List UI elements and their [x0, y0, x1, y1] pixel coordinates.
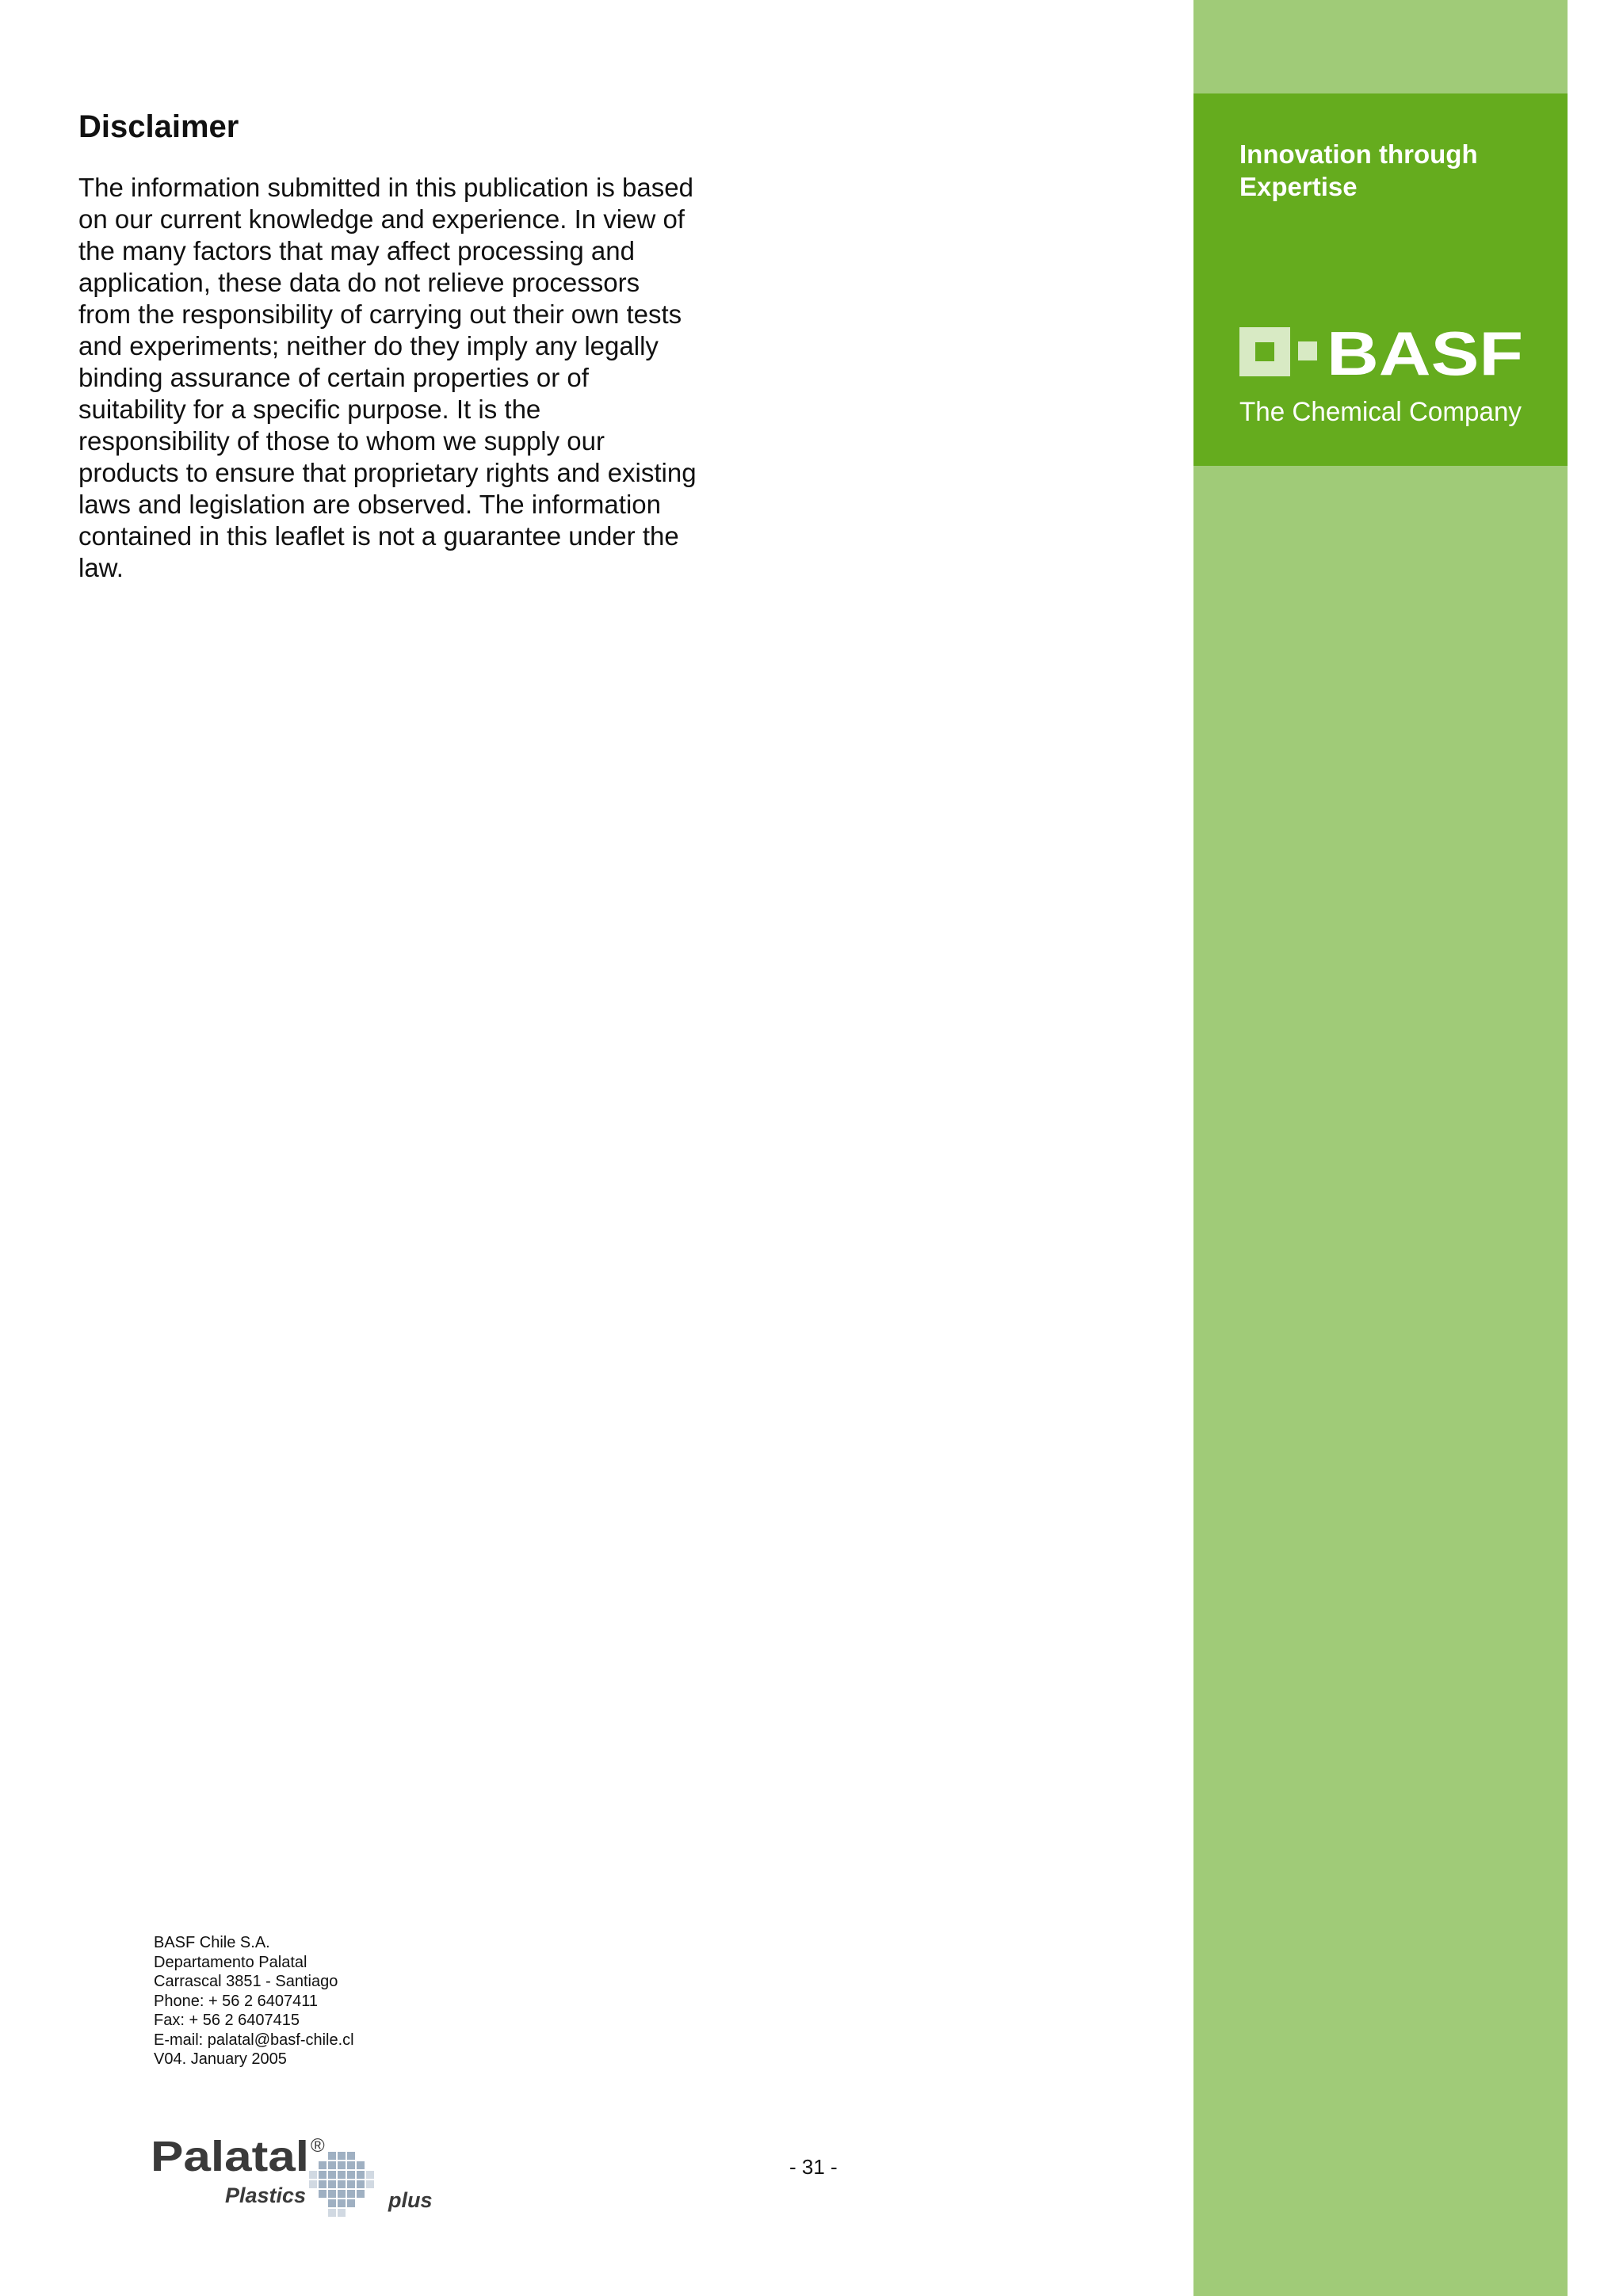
- version-line: V04. January 2005: [154, 2050, 287, 2068]
- disclaimer-text: The information submitted in this publication is based on our current knowledge and experience. In view of the many factors that may affect processing and application, these data do not relieve processors from the responsibility of carrying out their own tests and experiments; neither do they imply any legally binding assurance of certain properties or of suitability for a specific purpose. It is the responsibility of those to whom we supply our products to ensure that proprietary rights and existing laws and legislation are observed. The information contained in this leaflet is not a guarantee under the law.: [78, 173, 697, 582]
- email-link[interactable]: E-mail: palatal@basf-chile.cl: [154, 2031, 354, 2049]
- address-line: Fax: + 56 2 6407415: [154, 2012, 300, 2029]
- address-line: Departamento Palatal: [154, 1953, 307, 1971]
- basf-wordmark: BASF: [1327, 324, 1523, 388]
- brand-box: [1193, 93, 1568, 466]
- address-line: Phone: + 56 2 6407411: [154, 1992, 319, 2010]
- basf-subtitle: The Chemical Company: [1239, 397, 1522, 427]
- tagline: [1239, 138, 1556, 203]
- dotted-sphere-icon: [309, 2152, 374, 2217]
- palatal-wordmark: Palatal: [151, 2133, 309, 2180]
- address-line: BASF Chile S.A.: [154, 1934, 270, 1951]
- basf-mark-icon: [1239, 327, 1317, 376]
- palatal-logo: [149, 2128, 434, 2231]
- registered-mark: ®: [311, 2135, 325, 2157]
- palatal-word-plastics: Plastics: [225, 2183, 307, 2207]
- address-block: [154, 1933, 354, 2069]
- tagline-line: Expertise: [1239, 172, 1358, 201]
- page-number: - 31 -: [789, 2155, 838, 2179]
- palatal-word-plus: plus: [388, 2188, 433, 2212]
- basf-logo: [1239, 324, 1525, 427]
- address-line: Carrascal 3851 - Santiago: [154, 1973, 338, 1990]
- page-title: Disclaimer: [78, 109, 239, 144]
- tagline-line: Innovation through: [1239, 139, 1478, 169]
